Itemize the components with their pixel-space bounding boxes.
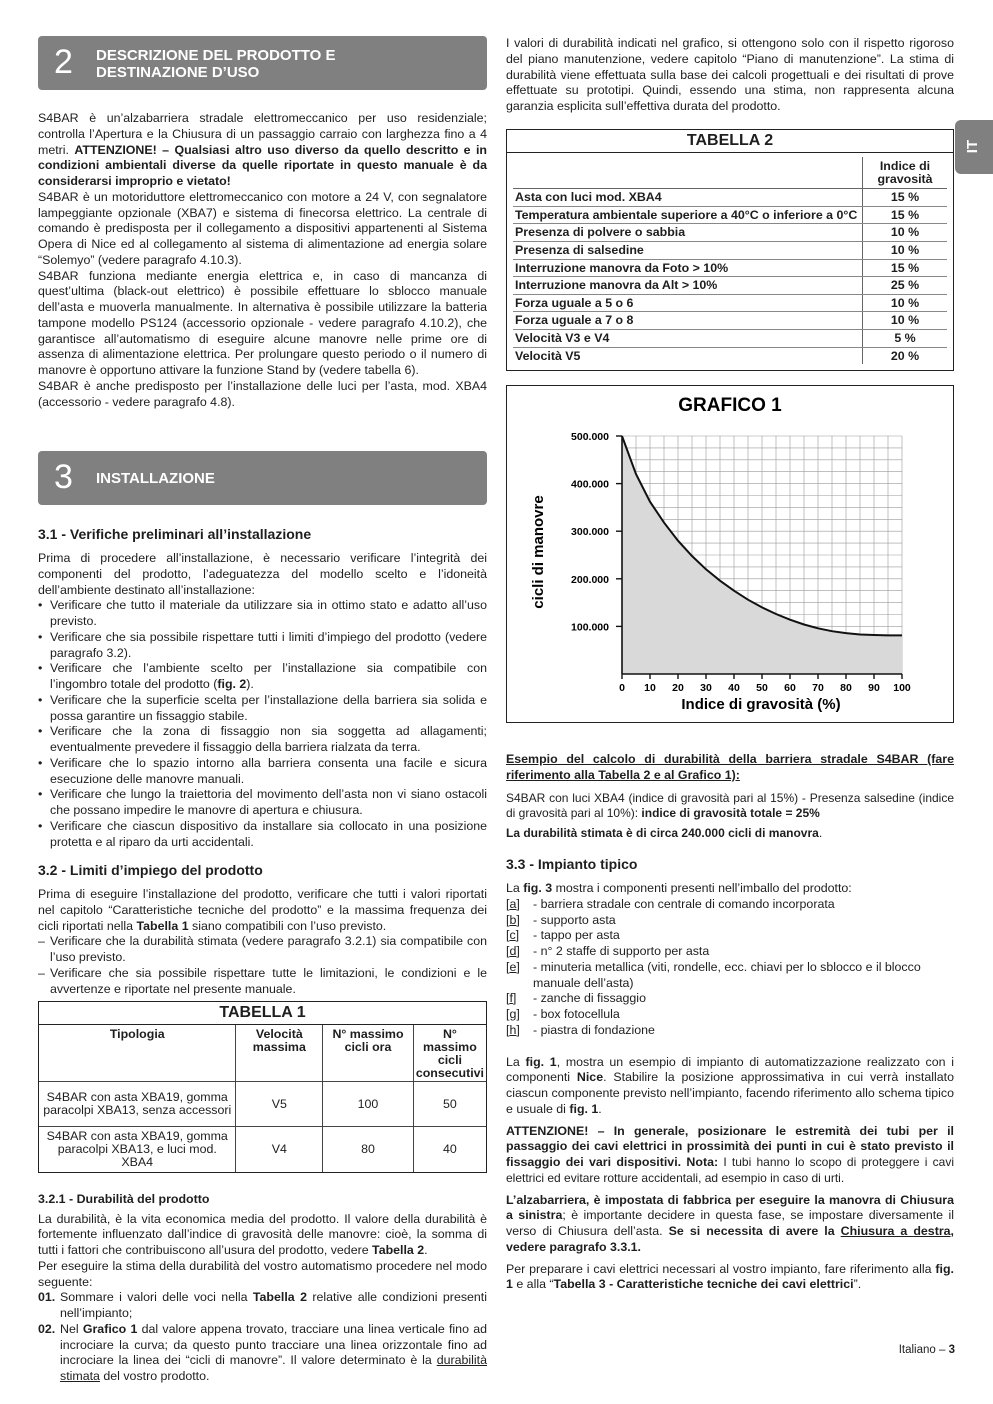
y-tick-label: 500.000 [571,431,609,444]
tabella-1 [38,1001,487,1173]
table-cell: V5 [236,1082,323,1127]
paragraph: I valori di durabilità indicati nel grafico, si ottengono solo con il rispetto rigoroso del piano manutenzione, vedere capitolo “Piano di manutenzione”. La stima di durabilità viene effettuata sulla base dei calcoli progettuali e dei risultati di prove effettuate su prototipi. Quindi, essendo una stima, non rappresenta alcuna garanzia esplicita sull’effettiva durata del prodotto. [506,36,954,113]
component-key: [c] [506,928,520,943]
table-header: Tipologia [39,1025,236,1082]
table-row: Velocità V3 e V4 5 % [513,330,947,348]
y-tick-label: 400.000 [571,478,609,491]
paragraph: S4BAR è un motoriduttore elettromeccanico con motore a 24 V, con segnalatore lampeggiante opzionale (XBA7) e sistema di finecorsa elettrico. La centrale di comando è predisposta per il collegamento a dispositivi appartenenti al Sistema Opera di Nice ed al collegamento al sistema di alimentazione ad energia solare “Solemyo” (vedere paragrafo 4.10.3). [38,189,487,267]
left-column [38,36,487,1385]
table-row: Asta con luci mod. XBA4 15 % [513,189,947,207]
section-3-number: 3 [54,458,73,497]
paragraph: Per eseguire la stima della durabilità del vostro automatismo procedere nel modo seguente: [38,1258,487,1289]
checklist [38,598,487,850]
grafico-1 [506,385,954,723]
section-3-banner [38,451,487,505]
component-key: [b] [506,912,520,927]
table-title: TABELLA 2 [507,130,953,153]
table-cell: 40 [413,1127,486,1172]
paragraph: L’alzabarriera, è impostata di fabbrica per eseguire la manovra di Chiusura a sinistra; è importante decidere in questa fase, se impostare diversamente il verso di Chiusura dell’asta. Se si necessita di avere la Chiusura a destra, vedere paragrafo 3.3.1. [506,1192,954,1254]
component-text: - piastra di fondazione [533,1022,655,1037]
list-item: • Verificare che la superficie scelta per l’installazione della barriera sia solida e possa garantire un fissaggio stabile. [38,693,487,725]
component-key: [f] [506,991,517,1006]
table-header: N° massimo cicli consecutivi [413,1025,486,1082]
language-tab [955,120,993,174]
list-item: • Verificare che la zona di fissaggio non sia soggetta ad allagamenti; eventualmente prevedere il fissaggio della barriera rialzata da terra. [38,724,487,756]
component-text: - tappo per asta [533,928,620,943]
table-cell: V4 [236,1127,323,1172]
y-tick-label: 300.000 [571,526,609,539]
table-row: Presenza di salsedine 10 % [513,242,947,260]
paragraph: Per preparare i cavi elettrici necessari al vostro impianto, fare riferimento alla fig. 1 e alla “Tabella 3 - Caratteristiche tecniche dei cavi elettrici”. [506,1261,954,1292]
list-item: • Verificare che lo spazio intorno alla barriera consenta una facile e sicura esecuzione delle manovre manuali. [38,756,487,788]
x-tick-label: 40 [728,682,740,695]
component-key: [a] [506,896,520,911]
component-item [506,960,954,992]
table-row: Temperatura ambientale superiore a 40°C o inferiore a 0°C 15 % [513,206,947,224]
x-tick-label: 60 [784,682,796,695]
component-text: - zanche di fissaggio [533,991,646,1006]
table-row [39,1127,486,1172]
table-row: Velocità V5 20 % [513,347,947,364]
paragraph: S4BAR con luci XBA4 (indice di gravosità pari al 15%) - Presenza salsedine (indice di gravosità pari al 10%): indice di gravosità totale = 25% [506,790,954,820]
x-tick-label: 80 [840,682,852,695]
component-item [506,913,954,929]
list-item: • Verificare che l’ambiente scelto per l’installazione sia compatibile con l’ingombro totale del prodotto (fig. 2). [38,661,487,693]
y-tick-label: 200.000 [571,573,609,586]
y-axis-label: cicli di manovre [530,495,547,609]
subsection-3-2-title: 3.2 - Limiti d’impiego del prodotto [38,862,263,879]
component-key: [g] [506,1007,520,1022]
x-tick-label: 20 [672,682,684,695]
component-item [506,944,954,960]
component-item [506,928,954,944]
x-tick-label: 100 [893,682,911,695]
table-row: Interruzione manovra da Alt > 10% 25 % [513,277,947,295]
list-item: • Verificare che tutto il materiale da utilizzare sia in ottimo stato e adatto all’uso previsto. [38,598,487,630]
x-tick-label: 10 [644,682,656,695]
tabella-2-table [513,157,947,364]
component-key: [d] [506,944,520,959]
component-text: - supporto asta [533,912,616,927]
table-row: Interruzione manovra da Foto > 10% 15 % [513,259,947,277]
list-item: 02. Nel Grafico 1 dal valore appena trovato, tracciare una linea verticale fino ad incrociare la curva; da questo punto tracciare una linea orizzontale fino ad incrociare la linea dei “cicli di manovre”. Il valore determinato è la durabilità stimata del vostro prodotto. [38,1321,487,1384]
component-item [506,897,954,913]
x-tick-labels [619,682,911,694]
language-label: IT [964,139,982,154]
table-row: Presenza di polvere o sabbia 10 % [513,224,947,242]
section-2-body [38,111,487,410]
component-item [506,1023,954,1039]
x-axis-label: Indice di gravosità (%) [681,696,841,714]
paragraph: S4BAR funziona mediante energia elettrica e, in caso di mancanza di quest’ultima (black-out elettrico) è possibile effettuare lo sblocco manuale dell’asta e muoverla manualmente. In alternativa è possibile utilizzare la batteria tampone modello PS124 (accessorio opzionale - vedere paragrafo 4.10.2), che garantisce all’automatismo di eseguire alcune manovre nelle prime ore di assenza di alimentazione elettrica. Per prolungare questo periodo o il numero di manovre è opportuno attivare la funzione Stand by (vedere tabella 6). [38,268,487,377]
limits-list [38,934,487,997]
page-footer: Italiano – 3 [898,1344,955,1356]
list-item: 01. Sommare i valori delle voci nella Tabella 2 relative alle condizioni presenti nell’impianto; [38,1290,488,1321]
section-2-number: 2 [54,43,73,81]
y-tick-labels [571,431,609,633]
section-2-title: DESCRIZIONE DEL PRODOTTO E DESTINAZIONE D’USO [96,47,336,81]
table-row [39,1082,486,1127]
x-tick-label: 30 [700,682,712,695]
table-header: Indice di gravosità [863,157,948,189]
paragraph: S4BAR è un’alzabarriera stradale elettromeccanico per uso residenziale; controlla l’Apertura e la Chiusura di un passaggio carraio con larghezza fino a 4 metri. ATTENZIONE! – Qualsiasi altro uso diverso da quello descritto e in condizioni ambientali diverse da quelle riportate in questo manuale è da considerarsi improprio e vietato! [38,111,487,188]
chart-svg [507,386,953,720]
tabella-2 [506,129,954,371]
table-row: Forza uguale a 5 o 6 10 % [513,294,947,312]
subsection-3-3-title: 3.3 - Impianto tipico [506,856,638,873]
list-item: – Verificare che sia possibile rispettare tutte le limitazioni, le condizioni e le avvertenze e riportate nel presente manuale. [38,966,487,998]
components-list [506,897,954,1039]
component-key: [h] [506,1022,520,1037]
x-tick-label: 70 [812,682,824,695]
table-title: TABELLA 1 [39,1002,486,1025]
section-3-title: INSTALLAZIONE [96,470,215,488]
component-text: - minuteria metallica (viti, rondelle, ecc. chiavi per lo sblocco e il blocco manuale dell’asta) [533,959,921,990]
list-item: • Verificare che sia possibile rispettare tutti i limiti d’impiego del prodotto (vedere paragrafo 3.2). [38,630,487,662]
component-text: - barriera stradale con centrale di comando incorporata [533,896,835,911]
section-2-banner [38,36,487,90]
paragraph: La durabilità stimata è di circa 240.000 cicli di manovra. [506,826,823,841]
table-cell: 80 [323,1127,414,1172]
steps-list [38,1290,487,1385]
component-item [506,1007,954,1023]
table-cell: 100 [323,1082,414,1127]
y-tick-label: 100.000 [571,621,609,634]
table-cell: 50 [413,1082,486,1127]
subsection-3-1-title: 3.1 - Verifiche preliminari all’installazione [38,526,312,543]
list-item: • Verificare che lungo la traiettoria del movimento dell’asta non vi siano ostacoli che possano impedire le manovre di apertura e chiusura. [38,787,487,819]
component-text: - n° 2 staffe di supporto per asta [533,944,710,959]
paragraph: La fig. 3 mostra i componenti presenti nell’imballo del prodotto: [506,881,852,896]
right-column [506,36,954,1293]
table-row: Forza uguale a 7 o 8 10 % [513,312,947,330]
x-tick-label: 90 [868,682,880,695]
component-key: [e] [506,959,520,974]
paragraph: Prima di eseguire l’installazione del prodotto, verificare che tutti i valori riportati nel capitolo “Caratteristiche tecniche del prodotto” e la massima frequenza dei cicli riportati nella Tabella 1 siano compatibili con l’uso previsto. [38,887,487,933]
table-cell: S4BAR con asta XBA19, gomma paracolpi XBA13, senza accessori [39,1082,236,1127]
component-item [506,991,954,1007]
list-item: – Verificare che la durabilità stimata (vedere paragrafo 3.2.1) sia compatibile con l’uso previsto. [38,934,487,966]
chart-title: GRAFICO 1 [678,395,782,417]
list-item: • Verificare che ciascun dispositivo da installare sia collocato in una posizione protetta e al riparo da urti accidentali. [38,819,487,851]
paragraph: La fig. 1, mostra un esempio di impianto di automatizzazione realizzato con i componenti Nice. Stabilire la posizione approssimativa in cui verrà installato ciascun componente previsto nell’impianto, facendo riferimento allo schema tipico e usuale di fig. 1. [506,1054,954,1116]
x-tick-label: 0 [619,682,625,695]
table-header: N° massimo cicli ora [323,1025,414,1082]
paragraph: Prima di procedere all’installazione, è necessario verificare l’integrità dei componenti del prodotto, l’adeguatezza del modello scelto e l’idoneità dell’ambiente destinato all’installazione: [38,551,487,597]
paragraph: S4BAR è anche predisposto per l’installazione delle luci per l’asta, mod. XBA4 (accessorio - vedere paragrafo 4.8). [38,378,487,409]
example-title: Esempio del calcolo di durabilità della barriera stradale S4BAR (fare riferimento alla Tabella 2 e al Grafico 1): [506,752,954,782]
component-text: - box fotocellula [533,1007,620,1022]
paragraph: La durabilità, è la vita economica media del prodotto. Il valore della durabilità è fortemente influenzato dall’indice di gravosità delle manovre: cioè, la somma di tutti i fattori che contribuiscono all’usura del prodotto, vedere Tabella 2. [38,1211,487,1258]
table-header: Velocità massima [236,1025,323,1082]
paragraph: ATTENZIONE! – In generale, posizionare le estremità dei tubi per il passaggio dei cavi elettrici in prossimità dei punti in cui è stato previsto il fissaggio dei vari dispositivi. Nota: I tubi hanno lo scopo di proteggere i cavi elettrici ed evitare rotture accidentali, ad esempio in caso di urti. [506,1123,954,1185]
subsection-3-2-1-title: 3.2.1 - Durabilità del prodotto [38,1191,210,1206]
x-tick-label: 50 [756,682,768,695]
table-cell: S4BAR con asta XBA19, gomma paracolpi XBA13, e luci mod. XBA4 [39,1127,236,1172]
